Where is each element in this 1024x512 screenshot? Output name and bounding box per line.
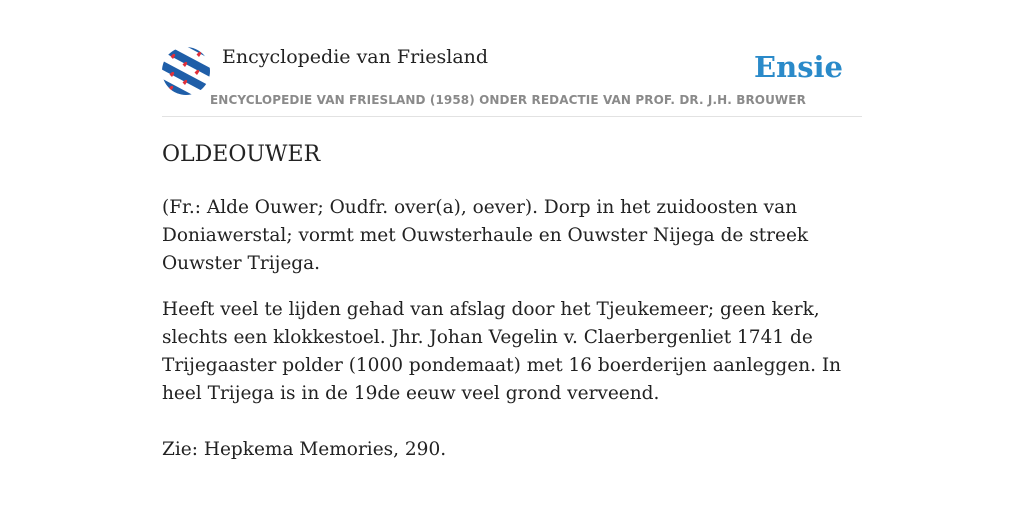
- site-title[interactable]: Encyclopedie van Friesland: [222, 46, 489, 68]
- article-reference: Zie: Hepkema Memories, 290.: [162, 439, 447, 460]
- article-paragraph: Heeft veel te lijden gehad van afslag door het Tjeukemeer; geen kerk, slechts een klokkestoel. Jhr. Johan Vegelin v. Claerbergenliet 1741 de Trijegaaster polder (1000 pondemaat) met 16 boerderijen aanleggen. In heel Trijega is in de 19de eeuw veel grond verveend.: [162, 299, 842, 404]
- entry-title: OLDEOUWER: [162, 142, 321, 167]
- article-paragraph: (Fr.: Alde Ouwer; Oudfr. over(a), oever). Dorp in het zuidoosten van Doniawerstal; vormt met Ouwsterhaule en Ouwster Nijega de streek Ouwster Trijega.: [162, 197, 809, 274]
- article: [162, 140, 872, 482]
- frisian-flag-logo-icon[interactable]: [162, 47, 210, 95]
- ensie-brand-logo[interactable]: Ensie: [754, 50, 843, 84]
- header: [162, 44, 862, 117]
- encyclopedia-subtitle: ENCYCLOPEDIE VAN FRIESLAND (1958) ONDER REDACTIE VAN PROF. DR. J.H. BROUWER: [210, 93, 806, 107]
